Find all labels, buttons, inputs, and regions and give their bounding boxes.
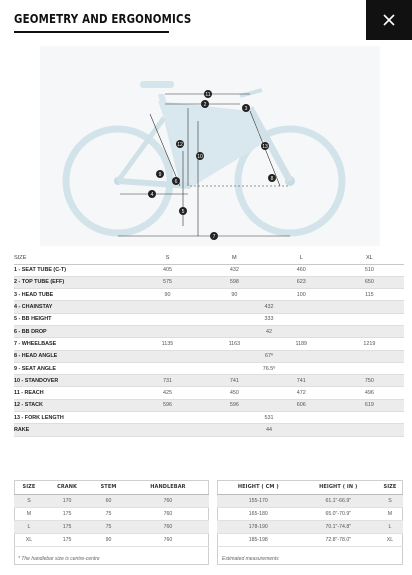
table-cell: 623 <box>268 276 335 288</box>
column-header: SIZE <box>14 480 44 494</box>
table-cell: 496 <box>335 387 404 399</box>
column-header: SIZE <box>377 480 403 494</box>
table-cell-shared: 432 <box>134 301 404 313</box>
table-cell: L <box>377 520 403 533</box>
row-label: 9 - SEAT ANGLE <box>14 362 134 374</box>
sizing-table <box>217 480 403 547</box>
table-row <box>217 507 403 520</box>
components-table <box>14 480 209 547</box>
table-row <box>14 375 404 387</box>
table-cell: 90 <box>90 533 127 546</box>
table-cell: 175 <box>44 507 90 520</box>
table-cell: 760 <box>127 494 209 507</box>
table-cell: 185-198 <box>217 533 300 546</box>
marker-12: 12 <box>177 142 183 148</box>
table-cell-shared: 44 <box>134 424 404 436</box>
column-header: SIZE <box>14 252 134 264</box>
components-header-row <box>14 480 209 494</box>
table-row <box>14 289 404 301</box>
column-header: M <box>201 252 268 264</box>
table-cell: 65.0"-70.9" <box>300 507 377 520</box>
column-header: STEM <box>90 480 127 494</box>
header <box>0 0 412 40</box>
table-cell: 650 <box>335 276 404 288</box>
row-label: 8 - HEAD ANGLE <box>14 350 134 362</box>
marker-3: 3 <box>244 106 248 112</box>
table-cell: 432 <box>201 264 268 276</box>
table-row <box>14 301 404 313</box>
row-label: 1 - SEAT TUBE (C-T) <box>14 264 134 276</box>
bike-illustration <box>40 46 380 246</box>
table-cell: 178-190 <box>217 520 300 533</box>
table-row <box>217 494 403 507</box>
table-row <box>14 507 209 520</box>
row-label: 5 - BB HEIGHT <box>14 313 134 325</box>
row-label: 13 - FORK LENGTH <box>14 412 134 424</box>
handlebar-note: * The handlebar size is centre-centre <box>18 556 100 562</box>
marker-10: 10 <box>197 154 203 160</box>
sizing-header-row <box>217 480 403 494</box>
table-cell: M <box>377 507 403 520</box>
close-icon <box>383 14 395 26</box>
table-cell: 606 <box>268 399 335 411</box>
table-cell: 61.1"-66.9" <box>300 494 377 507</box>
table-row <box>217 533 403 546</box>
table-row <box>14 276 404 288</box>
table-row <box>14 387 404 399</box>
table-row <box>14 520 209 533</box>
table-cell: 596 <box>134 399 201 411</box>
table-cell: 155-170 <box>217 494 300 507</box>
table-row <box>14 494 209 507</box>
table-cell: 450 <box>201 387 268 399</box>
column-header: L <box>268 252 335 264</box>
table-row <box>14 424 404 436</box>
column-header: HEIGHT ( IN ) <box>300 480 377 494</box>
table-row <box>14 313 404 325</box>
table-cell: 100 <box>268 289 335 301</box>
table-cell-shared: 42 <box>134 325 404 337</box>
marker-9: 9 <box>158 172 162 178</box>
table-cell-shared: 333 <box>134 313 404 325</box>
table-row <box>14 533 209 546</box>
table-cell-shared: 531 <box>134 412 404 424</box>
row-label: 3 - HEAD TUBE <box>14 289 134 301</box>
table-cell: 115 <box>335 289 404 301</box>
table-cell: 760 <box>127 533 209 546</box>
table-cell-shared: 67º <box>134 350 404 362</box>
table-cell: 170 <box>44 494 90 507</box>
table-cell: 90 <box>134 289 201 301</box>
table-cell: 1163 <box>201 338 268 350</box>
marker-13: 13 <box>262 144 268 150</box>
row-label: 4 - CHAINSTAY <box>14 301 134 313</box>
table-cell: 598 <box>201 276 268 288</box>
column-header: XL <box>335 252 404 264</box>
table-row <box>14 325 404 337</box>
table-cell: 70.1"-74.8" <box>300 520 377 533</box>
column-header: HEIGHT ( CM ) <box>217 480 300 494</box>
table-row <box>14 338 404 350</box>
table-row <box>14 362 404 374</box>
table-cell: 425 <box>134 387 201 399</box>
table-cell: 619 <box>335 399 404 411</box>
geometry-header-row <box>14 252 404 264</box>
table-row <box>14 350 404 362</box>
table-row <box>14 399 404 411</box>
marker-7: 7 <box>212 234 216 240</box>
column-header: HANDLEBAR <box>127 480 209 494</box>
table-cell: L <box>14 520 44 533</box>
table-cell: XL <box>377 533 403 546</box>
table-cell: 731 <box>134 375 201 387</box>
table-cell: 596 <box>201 399 268 411</box>
row-label: RAKE <box>14 424 134 436</box>
table-cell: 72.8"-78.0" <box>300 533 377 546</box>
estimated-note: Estimated measurements <box>222 556 279 562</box>
table-cell: 175 <box>44 520 90 533</box>
geometry-diagram <box>40 46 380 246</box>
column-header: S <box>134 252 201 264</box>
marker-5: 5 <box>181 209 185 215</box>
table-cell: 75 <box>90 520 127 533</box>
column-header: CRANK <box>44 480 90 494</box>
table-cell: XL <box>14 533 44 546</box>
marker-6: 6 <box>174 179 178 185</box>
table-cell: 741 <box>201 375 268 387</box>
marker-11: 11 <box>205 92 211 98</box>
table-cell: 760 <box>127 520 209 533</box>
table-cell: 405 <box>134 264 201 276</box>
page-title: GEOMETRY AND ERGONOMICS <box>14 11 192 26</box>
table-cell: 750 <box>335 375 404 387</box>
table-cell: 460 <box>268 264 335 276</box>
table-cell: 760 <box>127 507 209 520</box>
table-cell: S <box>14 494 44 507</box>
row-label: 12 - STACK <box>14 399 134 411</box>
marker-8: 8 <box>270 176 274 182</box>
row-label: 7 - WHEELBASE <box>14 338 134 350</box>
row-label: 6 - BB DROP <box>14 325 134 337</box>
table-cell: 472 <box>268 387 335 399</box>
row-label: 2 - TOP TUBE (EFF) <box>14 276 134 288</box>
table-cell: 165-180 <box>217 507 300 520</box>
close-button[interactable] <box>366 0 412 40</box>
table-cell: M <box>14 507 44 520</box>
table-cell: 575 <box>134 276 201 288</box>
row-label: 11 - REACH <box>14 387 134 399</box>
table-cell: 90 <box>201 289 268 301</box>
table-cell: 510 <box>335 264 404 276</box>
marker-2: 2 <box>203 102 207 108</box>
table-cell: 741 <box>268 375 335 387</box>
table-cell: 1219 <box>335 338 404 350</box>
table-cell: 175 <box>44 533 90 546</box>
table-cell-shared: 76.5º <box>134 362 404 374</box>
table-cell: 60 <box>90 494 127 507</box>
table-cell: 1189 <box>268 338 335 350</box>
table-cell: S <box>377 494 403 507</box>
table-row <box>217 520 403 533</box>
marker-4: 4 <box>150 192 154 198</box>
table-cell: 1135 <box>134 338 201 350</box>
row-label: 10 - STANDOVER <box>14 375 134 387</box>
geometry-table <box>14 252 404 437</box>
title-underline <box>14 31 169 33</box>
table-row <box>14 264 404 276</box>
table-cell: 75 <box>90 507 127 520</box>
table-row <box>14 412 404 424</box>
